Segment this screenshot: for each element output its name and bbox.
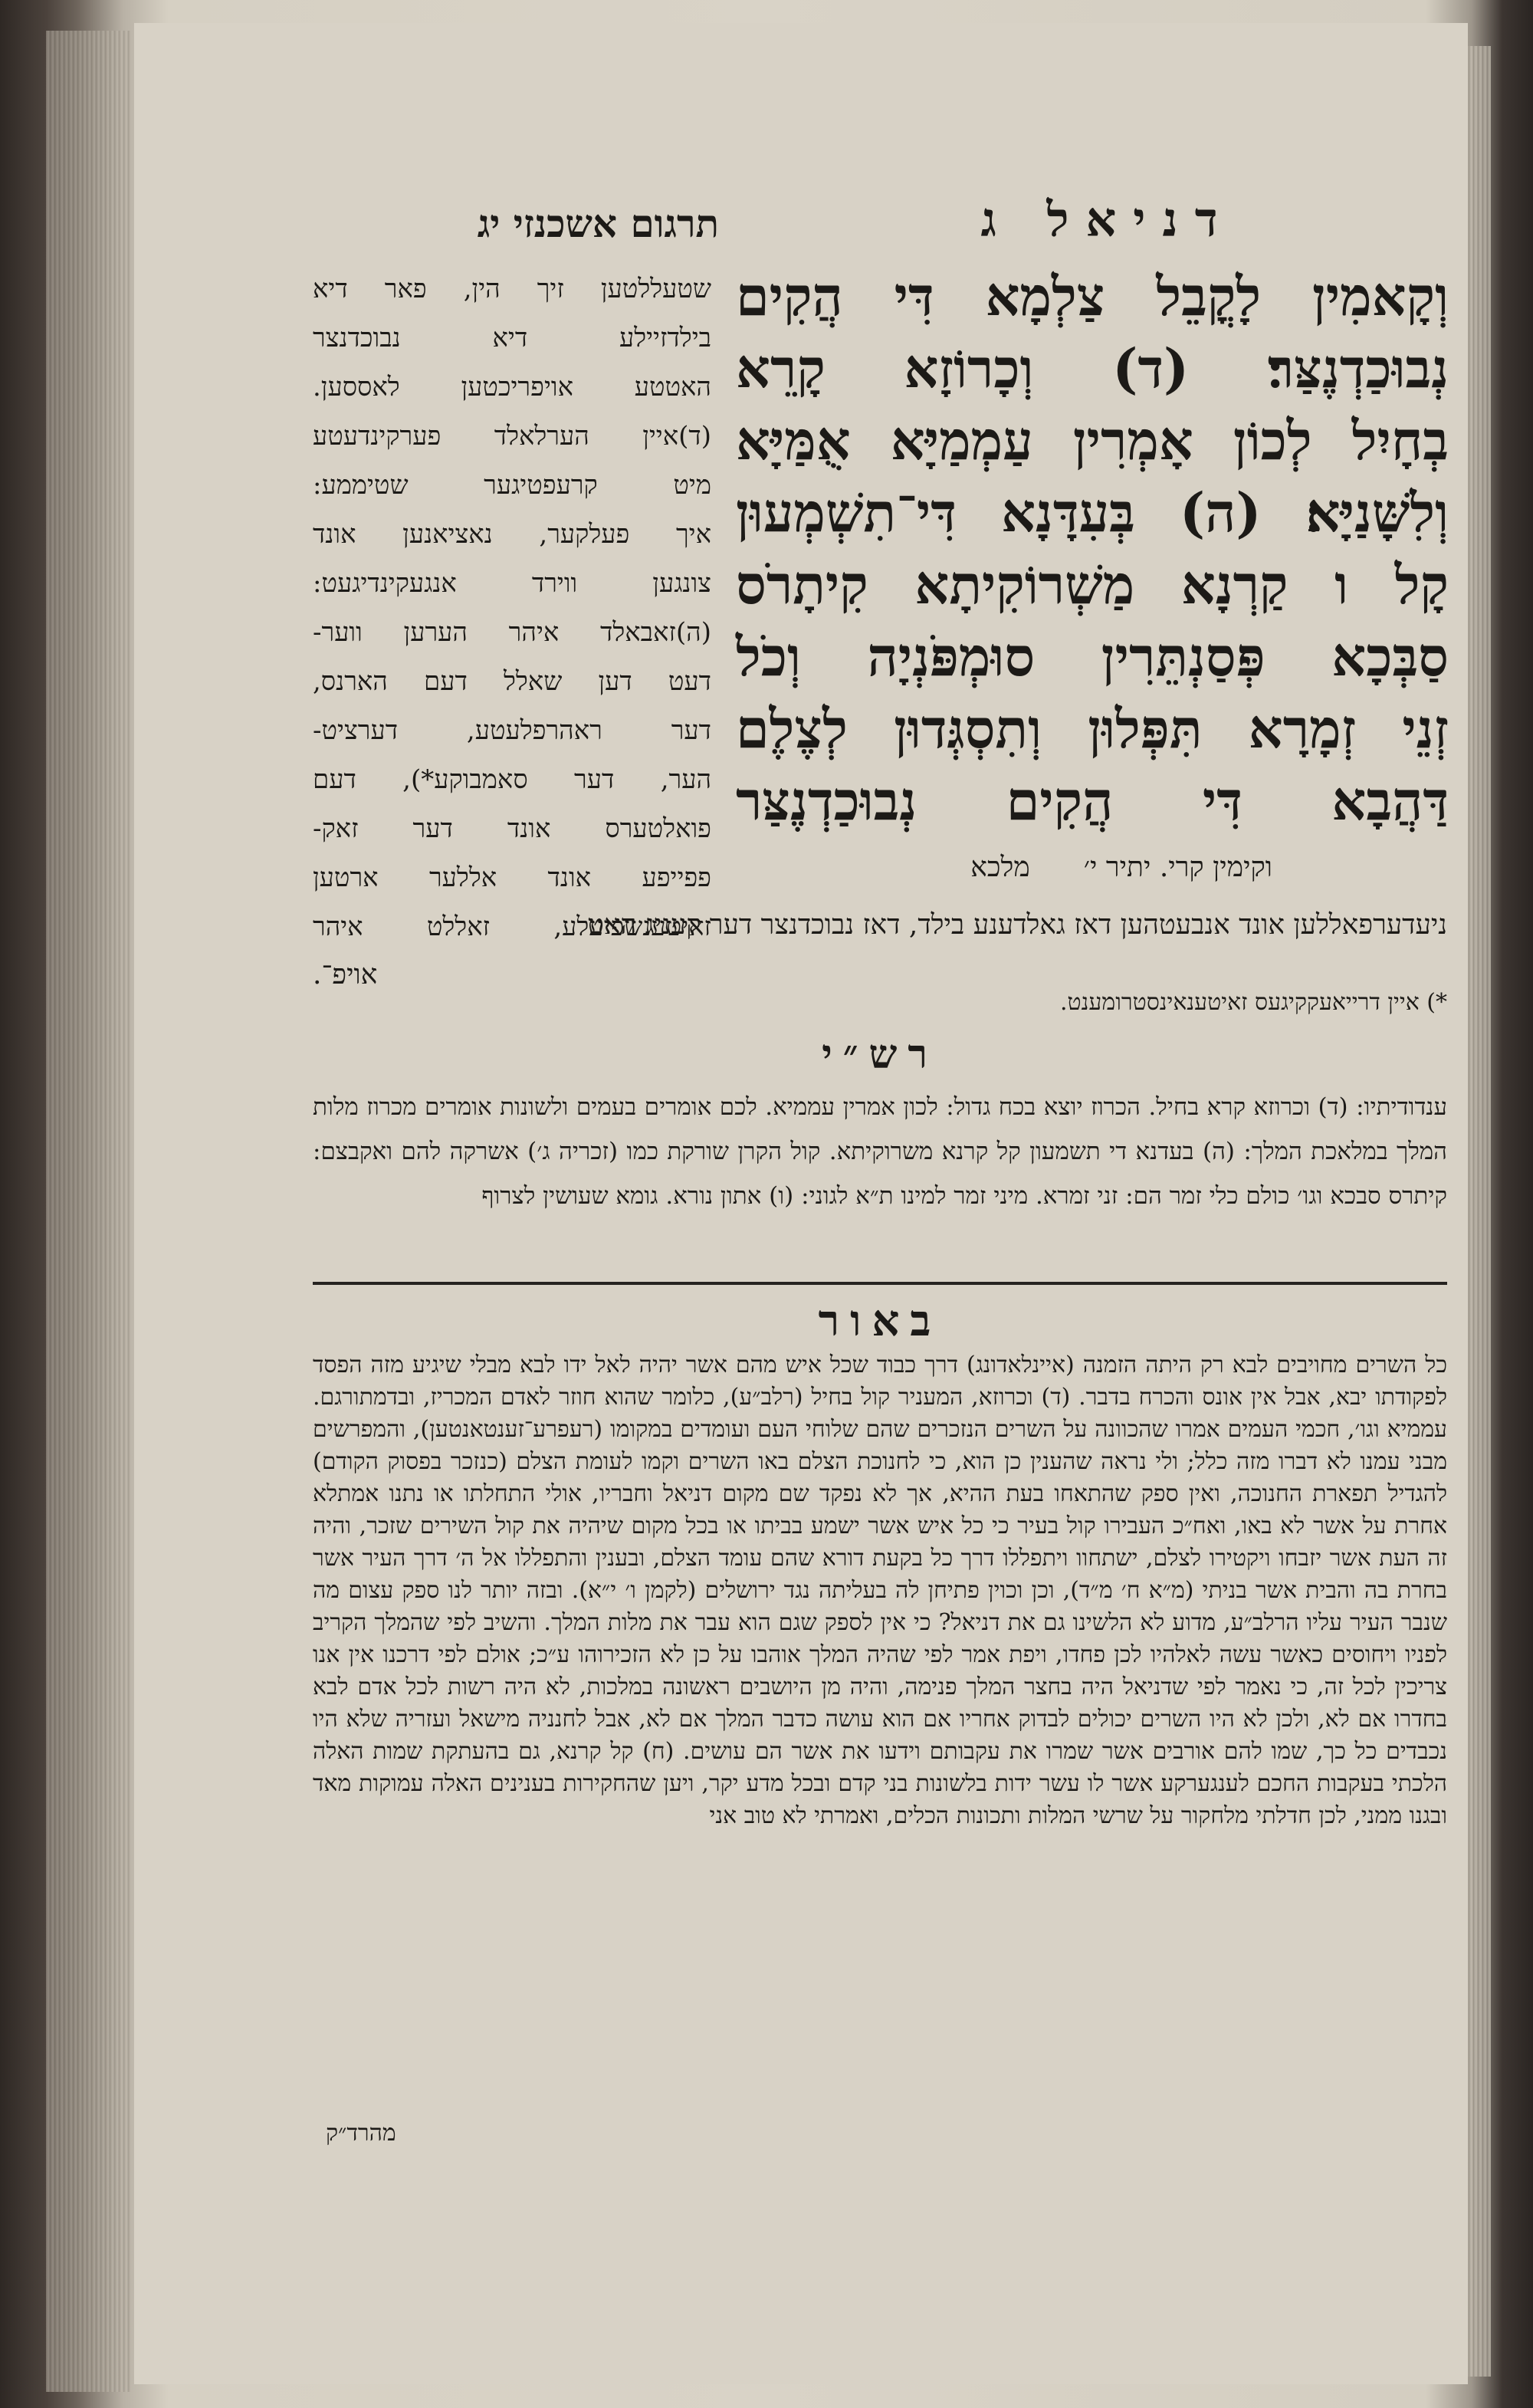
biur-heading: באור [818,1296,942,1346]
rashi-heading: רש״י [822,1031,938,1078]
german-translation [313,264,711,951]
qere-note-word: מלכא [970,852,1030,883]
german-line: מיט קרעפטיגער שטיממע: [313,470,711,501]
german-line: צונגען ווירד אנגעקינדיגעט: [313,568,711,599]
page-edges-left [46,31,130,2392]
german-line: (ה)זאבאלד איהר הערען ווער- [313,617,711,648]
aramaic-line: דַּהֲבָא דִּי הֲקִים נְבוּכַדְנֶצַּר [736,769,1449,833]
german-line: פפייפע אונד אללער ארטען [313,862,711,893]
aramaic-line: וְקָאמִין לָקֳבֵל צַלְמָא דִּי הֲקִים [736,264,1449,328]
german-line: דעט דען שאלל דעם הארנס, [313,666,711,697]
section-divider [313,1282,1447,1285]
german-full-width-line: ניעדערפאללען אונד אנבעטהען דאז גאלדענע בילד, דאז נבוכדנצר דער קעניג האט [587,909,1447,941]
biur-commentary: כל השרים מחויבים לבא רק היתה הזמנה (איינלאדונג) דרך כבוד שכל איש מהם אשר יהיה לאל ידו לבא מבלי שיגיע מזה הפסד לפקודתו יבא, אבל אין אונס והכרח בדבר. (ד) וכרוזא, המעניר קול בחיל (רלב״ע), כלומר שהוא חוזר לאדם המכריז, ובדמתורגם. עממיא וגו׳, חכמי העמים אמרו שהכוונה על השרים הנזכרים שהם שלוחי העם ועומדים במקומו (רעפרע־זענטאנטען), והמפרשים מבני עמנו לא דברו מזה כלל; ולי נראה שהענין כן הוא, כי לחנוכת הצלם באו השרים וקמו לעומת הצלם (כנזכר בפסוק הקודם) להגדיל תפארת החנוכה, ואין ספק שהתאחו בעת ההיא, אך לא נפקד שם מקום דניאל וחבריו, אולי התחלתו או נתנו אמתלא אחרת על אשר לא באו, ואח״כ העבירו קול בעיר כי כל איש אשר ישמע בביתו או בכל מקום שיהיה את קול השירים שזכר, והיה זה העת אשר יזבחו ויקטירו לצלם, ישתחוו ויתפללו דרך כל בקעת דורא שהם עומד הצלם, ובענין והתפללו אל ה׳ דרך העיר אשר בחרת בה והבית אשר בניתי (מ״א ח׳ מ״ד), וכן וכוין פתיחן לה בעליתה נגד ירושלים (לקמן ו׳ י״א). ובזה יותר לנו ספק עצום מה שנבר העיר עליו הרלב״ע, מדוע לא הלשינו גם את דניאל? כי אין לספק שגם הוא עבר את מלות המלך. והשיב לפי שהמלך הקריב לפניו ויחוסים כאשר עשה לאלהיו לכן פחדו, ויפת אמר לפי שהיה המלך אוהבו על כן לא הזכירוהו ע״כ; אולם לפי דרכנו אין אנו צריכין לכל זה, כי נאמר לפי שדניאל היה בחצר המלך פנימה, והיה מן היושבים ראשונה במלכות, לא היה רשות לכל אדם לבא בחדרו אם לא, ולכן לא היו השרים יכולים לבדוק אחריו אם הוא עושה כדבר המלך אם לא, אבל לחנניה מישאל ועזריה שלא היו נכבדים כל כך, שמו להם אורבים אשר שמרו את עקבותם וידעו את אשר הם עושים. (ח) קל קרנא, גם בהעתקת שמות האלה הלכתי בעקבות החכם לענגערקע אשר לו עשר ידות בלשונות בני קדם ובכל מדע יקר, ויען שהחקירות בענינים האלה עמוקות מאד ובגנו ממני, לכן חדלתי מלחקור על שרשי המלות ותכונות הכלים, ואמרתי לא טוב אני [313,1352,1447,1829]
aramaic-text [736,261,1449,837]
german-line: בילדזיילע דיא נבוכדנצר [313,323,711,353]
aramaic-line: וְלִשָּׁנַיָּא׃ (ה) בְּעִדָּנָא דִּי־תִשְׁמְעוּן [736,481,1449,544]
qere-note-text: וקימין קרי. יתיר י׳ [1083,852,1272,883]
footnote: *) איין דרייאעקקיגעס זאיטענאינסטרומענט. [1060,989,1447,1016]
rashi-commentary: ענדודיתיו: (ד) וכרוזא קרא בחיל. הכרוז יוצא בכח גדול: לכון אמרין עממיא. לכם אומרים בעמים ולשונות אומרים מכרוז מלות המלך במלאכת המלך: (ה) בעדנא די תשמעון קל קרנא משרוקיתא. קול הקרן שורקת כמו (זכריה ג׳) אשרקה להם ואקבצם: קיתרס סבכא וגו׳ כולם כלי זמר הם: זני זמרא. מיני זמר למינו ת״א לגוני: (ו) אתון נורא. גומא שעושין לצרוף [313,1093,1447,1210]
book-title-header: דניאל ג [980,192,1235,248]
german-line: פואלטערס אונד דער זאק- [313,813,711,844]
german-line: זאיטענשפיעלע, זאללט איהר [313,912,711,942]
german-line: הער, דער סאמבוקע*), דעם [313,764,711,795]
aramaic-line: נְבוּכַדְנֶצַּר׃ (ד) וְכָרוֹזָא קָרֵא [736,337,1449,400]
translation-title-header: תרגום אשכנזי יג [477,201,719,246]
german-line: שטעללטען זיך הין, פאר דיא [313,274,711,304]
aramaic-line: בְחָיִל לְכוֹן אָמְרִין עַמְמַיָּא אֻמַּיָּא [736,409,1449,472]
german-line: איך פעלקער, נאציאנען אונד [313,519,711,550]
german-line: (ד)איין הערלאלד פערקינדעטע [313,421,711,452]
german-line: דער ראהרפלעטע, דערציט- [313,715,711,746]
author-signature: מהרד״ק [326,2120,396,2147]
qere-note [736,851,1272,883]
aramaic-line: סַבְּכָא פְּסַנְתֵּרִין סוּמְפֹּנְיָה וְכֹל [736,625,1449,688]
german-last-line: אויפ־. [313,959,378,990]
aramaic-line: זְנֵי זְמָרָא תִּפְּלוּן וְתִסְגְּדוּן לְצֶלֶם [736,697,1449,761]
aramaic-line: קָל ו קַרְנָא מַשְׁרוֹקִיתָא קִיתָרֹס [736,553,1449,616]
german-line: האטטע אויפריכטען לאססען. [313,372,711,402]
